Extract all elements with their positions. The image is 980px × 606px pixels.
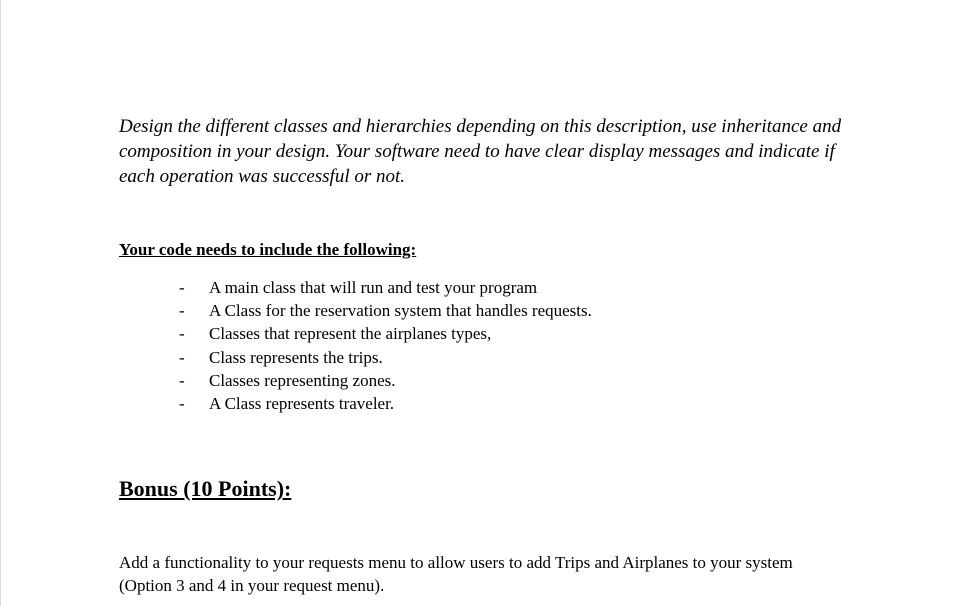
list-dash-marker: - xyxy=(179,278,185,297)
list-item-text: A Class for the reservation system that handles requests. xyxy=(209,301,592,321)
list-item-text: Class represents the trips. xyxy=(209,347,383,367)
list-item xyxy=(175,322,592,345)
bonus-line: (Option 3 and 4 in your request menu). xyxy=(119,576,385,595)
intro-line: each operation was successful or not. xyxy=(119,166,406,187)
page-edge-divider xyxy=(0,0,1,606)
list-item xyxy=(175,392,592,415)
list-item-text: Classes representing zones. xyxy=(209,370,396,390)
list-item-text: A Class represents traveler. xyxy=(209,393,395,413)
bonus-paragraph xyxy=(119,551,939,597)
bonus-line: Add a functionality to your requests menu to allow users to add Trips and Airplanes to your system xyxy=(119,553,793,572)
list-item xyxy=(175,299,592,322)
list-dash-marker: - xyxy=(179,301,185,321)
list-item xyxy=(175,369,592,392)
requirements-heading: Your code needs to include the following: xyxy=(119,240,417,259)
requirements-list xyxy=(175,276,592,415)
list-dash-marker: - xyxy=(179,347,185,367)
list-dash-marker: - xyxy=(179,370,185,390)
list-item-text: A main class that will run and test your program xyxy=(209,278,538,297)
intro-line: composition in your design. Your software need to have clear display messages and indicate if xyxy=(119,141,835,162)
list-item xyxy=(175,346,592,369)
list-dash-marker: - xyxy=(179,324,185,344)
list-item xyxy=(175,276,592,299)
list-item-text: Classes that represent the airplanes types, xyxy=(209,324,492,344)
list-dash-marker: - xyxy=(179,393,185,413)
intro-line: Design the different classes and hierarchies depending on this description, use inheritance and xyxy=(119,116,842,137)
bonus-heading: Bonus (10 Points): xyxy=(119,476,292,501)
intro-paragraph xyxy=(119,114,919,189)
